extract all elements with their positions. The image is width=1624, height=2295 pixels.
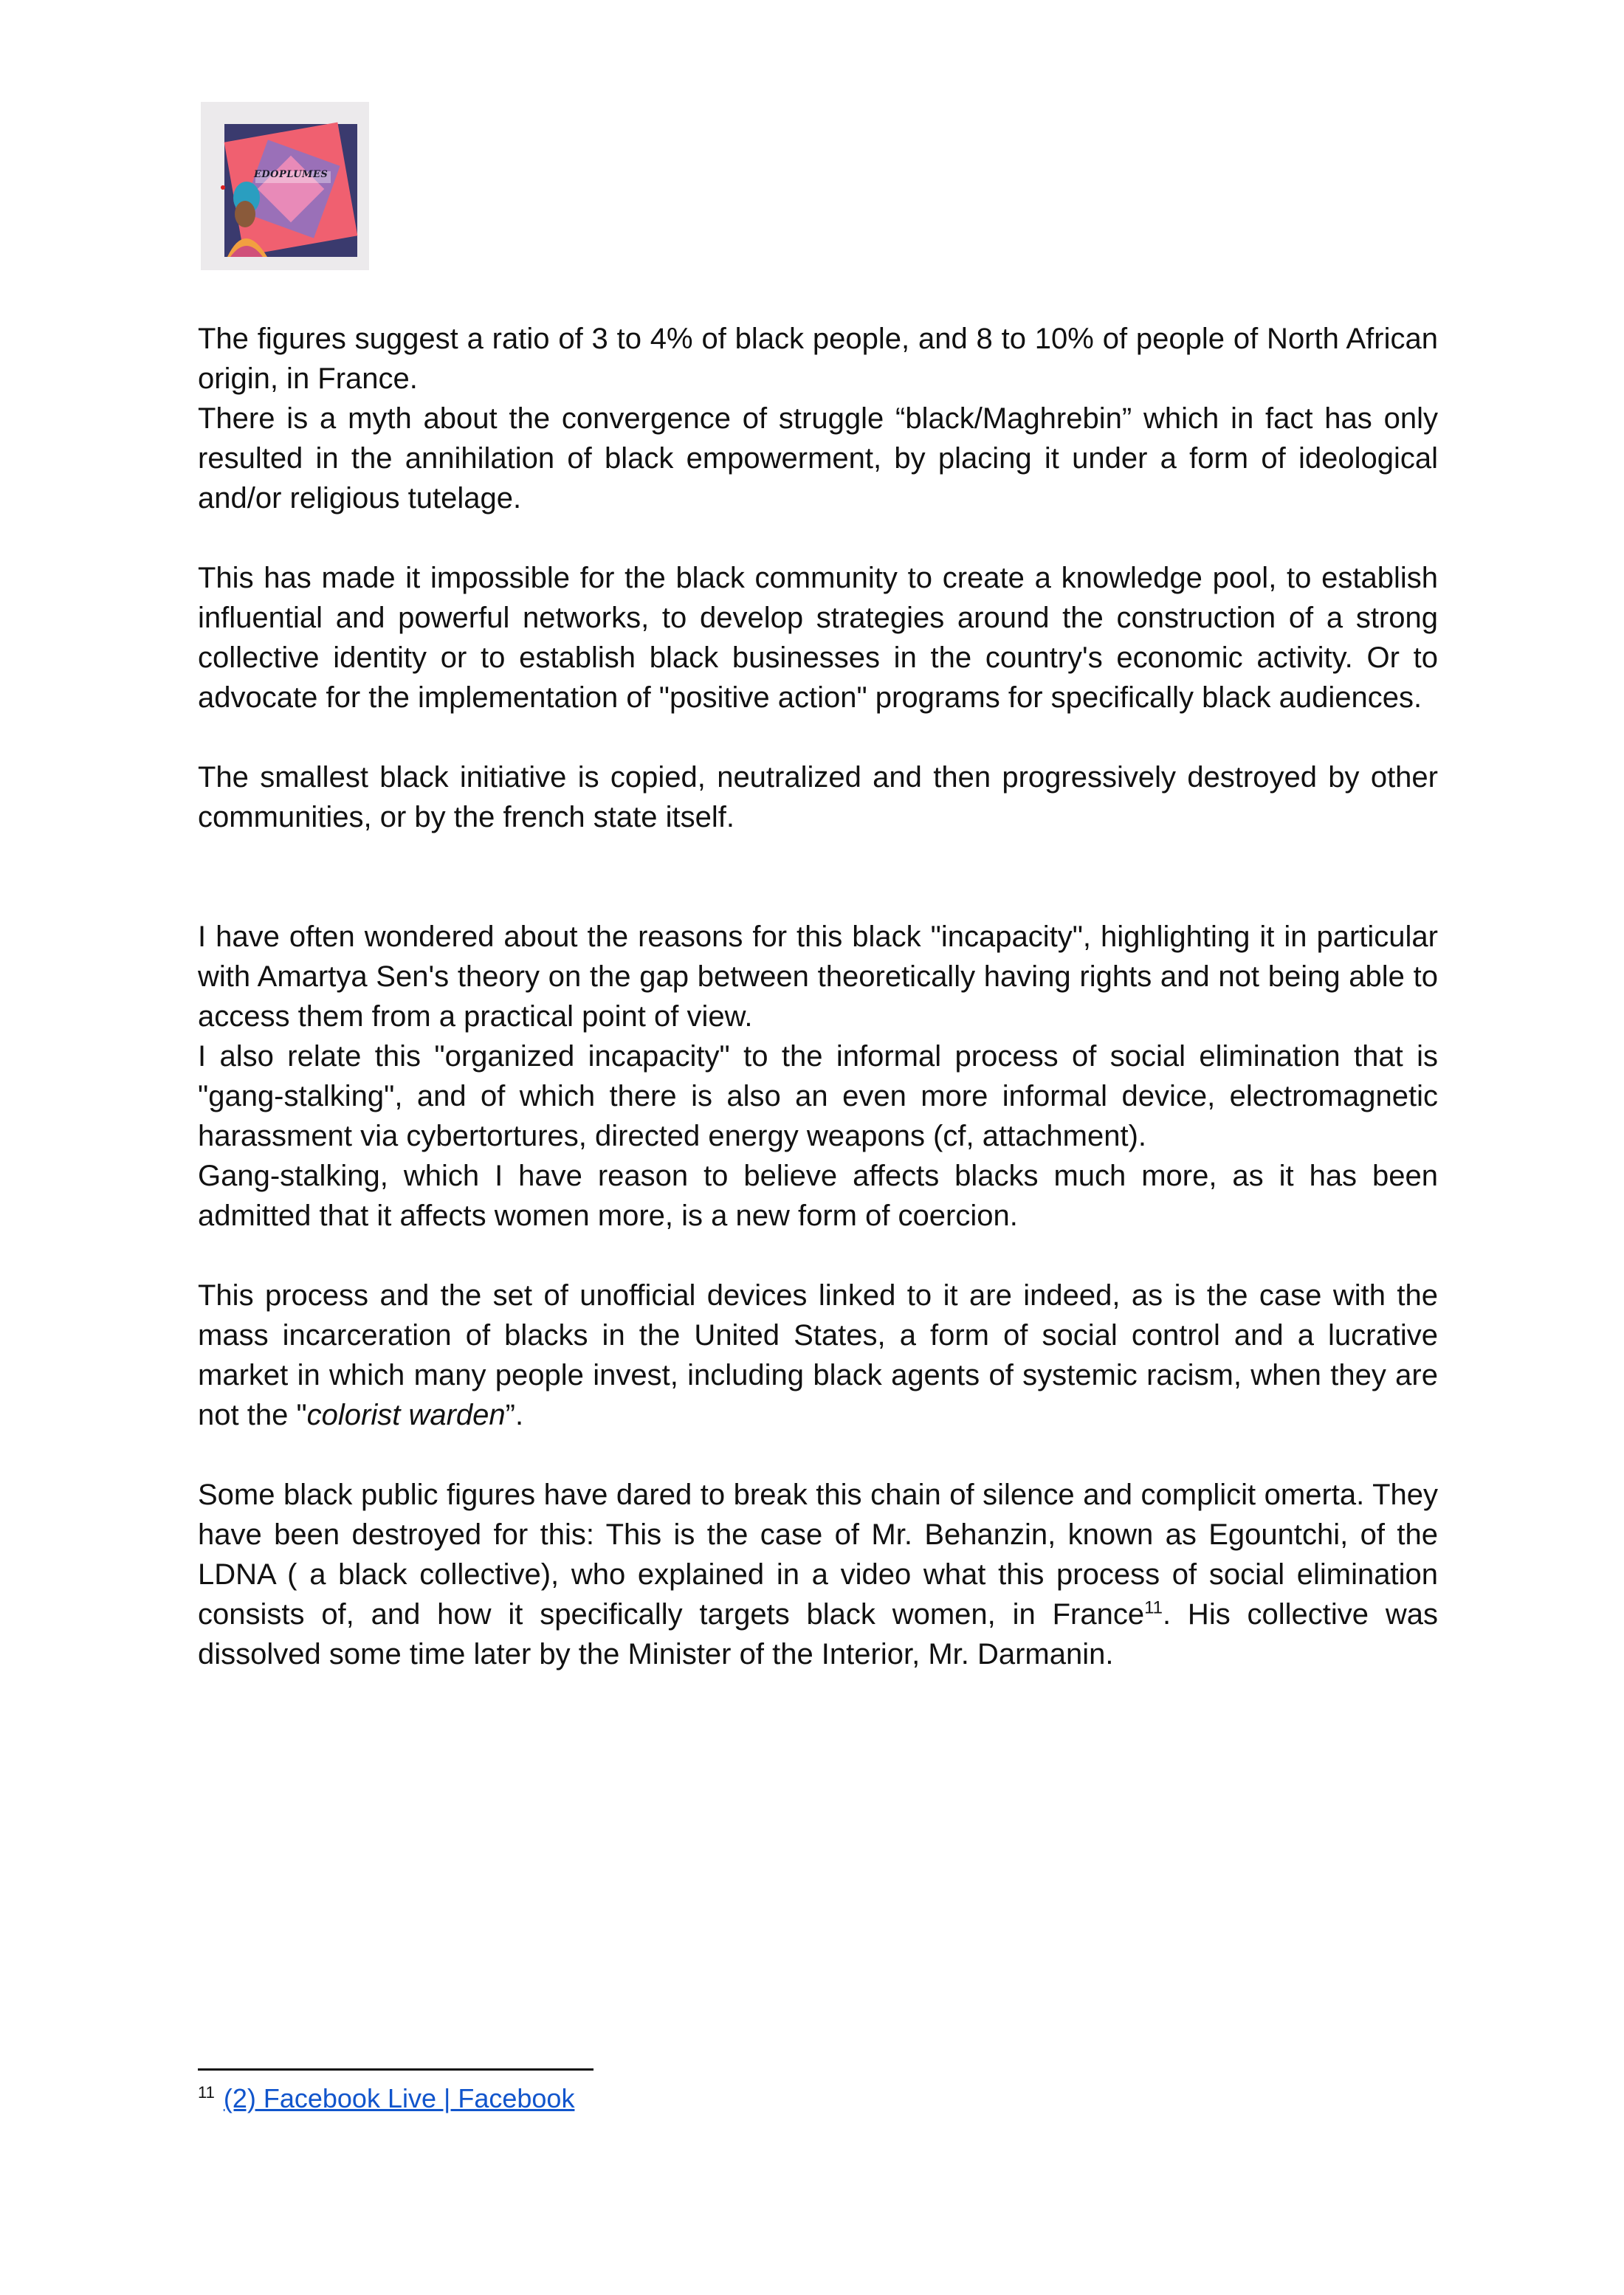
paragraph-impossible: This has made it impossible for the black community to create a knowledge pool, to establish influential and powerful networks, to develop strategies around the construction of a strong collective identity or to establish black businesses in the country's economic activity. Or to advocate for the implementation of "positive action" programs for specifically black audiences. xyxy=(198,562,1438,714)
p9-before: Some black public figures have dared to break this chain of silence and complicit omerta. They have been destroyed for this: This is the case of Mr. Behanzin, known as Egountchi, of the LDNA ( a black collective), who explained in a video what this process of social elimination consists of, and how it specifically targets black women, in France xyxy=(198,1479,1438,1631)
p8-after: ”. xyxy=(505,1399,524,1431)
edoplumes-logo-icon xyxy=(201,102,369,270)
paragraph-gang-stalking-coercion: Gang-stalking, which I have reason to believe affects blacks much more, as it has been admitted that it affects women more, is a new form of coercion. xyxy=(198,1160,1438,1232)
paragraph-incapacity: I have often wondered about the reasons for this black "incapacity", highlighting it in particular with Amartya Sen's theory on the gap between theoretically having rights and not being able to access them from a practical point of view. xyxy=(198,921,1438,1033)
footnote-separator xyxy=(198,2068,593,2071)
paragraph-myth: There is a myth about the convergence of struggle “black/Maghrebin” which in fact has only resulted in the annihilation of black empowerment, by placing it under a form of ideological and/or religious tutelage. xyxy=(198,402,1438,515)
p9-after: . His collective was dissolved some time later by the Minister of the Interior, Mr. Darmanin. xyxy=(198,1598,1439,1671)
paragraph-statistics: The figures suggest a ratio of 3 to 4% of black people, and 8 to 10% of people of North African origin, in France. xyxy=(198,323,1438,395)
paragraph-public-figures xyxy=(198,1475,1438,1674)
paragraph-gang-stalking-relation: I also relate this "organized incapacity" to the informal process of social elimination that is "gang-stalking", and of which there is also an even more informal device, electromagnetic harassment via cybertortures, directed energy weapons (cf, attachment). xyxy=(198,1040,1438,1152)
p8-italic: colorist warden xyxy=(306,1399,506,1431)
paragraph-smallest-initiative: The smallest black initiative is copied, neutralized and then progressively destroyed by other communities, or by the french state itself. xyxy=(198,761,1438,833)
logo-text: EDOPLUMES xyxy=(254,169,328,180)
body-text xyxy=(198,319,1438,1674)
paragraph-social-control xyxy=(198,1276,1438,1435)
p8-before: This process and the set of unofficial devices linked to it are indeed, as is the case with the mass incarceration of blacks in the United States, a form of social control and a lucrative market in which many people invest, including black agents of systemic racism, when they are not the " xyxy=(198,1279,1438,1431)
footnote-number: 11 xyxy=(198,2083,215,2102)
edoplumes-logo xyxy=(201,102,369,270)
footnote xyxy=(198,2082,574,2116)
footnote-reference[interactable]: 11 xyxy=(1144,1597,1163,1618)
footnote-link[interactable]: (2) Facebook Live | Facebook xyxy=(223,2083,575,2113)
